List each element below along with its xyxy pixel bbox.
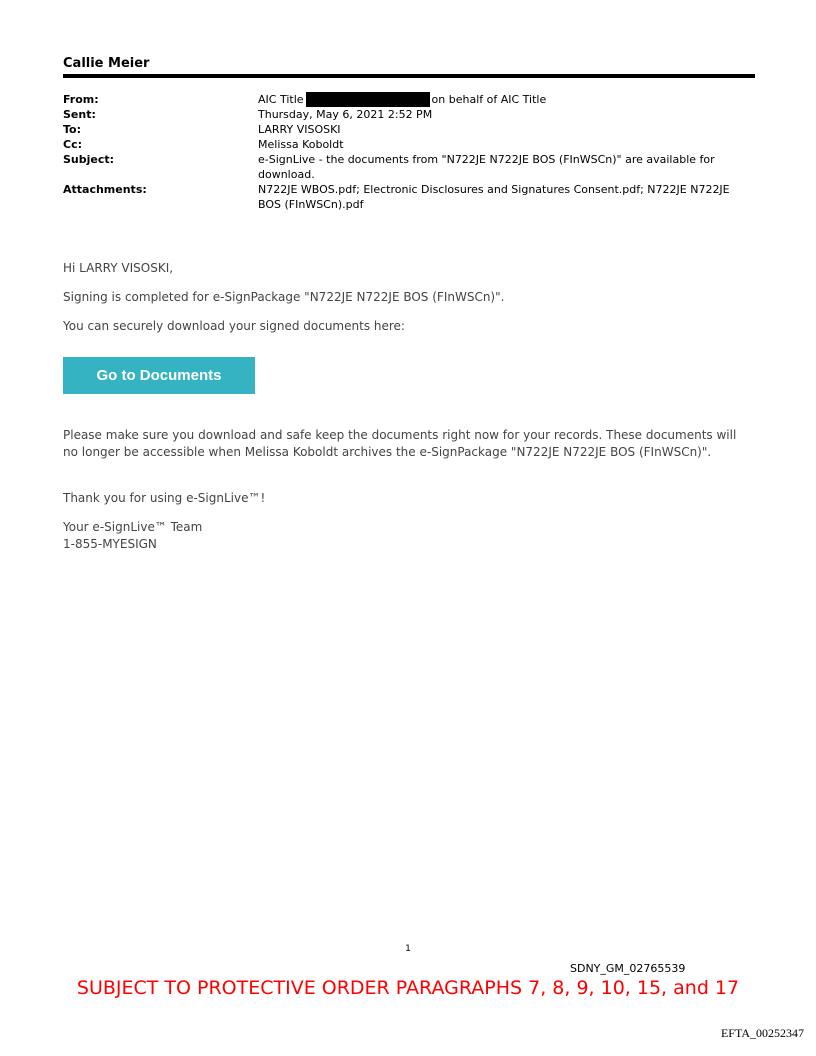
- download-instruction: You can securely download your signed documents here:: [63, 319, 405, 333]
- attachments-value[interactable]: N722JE WBOS.pdf; Electronic Disclosures and Signatures Consent.pdf; N722JE N722JE BOS (FInWSCn).pdf: [258, 183, 730, 211]
- to-value: LARRY VISOSKI: [258, 123, 341, 136]
- to-label: To:: [63, 123, 81, 136]
- sent-value: Thursday, May 6, 2021 2:52 PM: [258, 108, 433, 121]
- to-row: [63, 122, 755, 137]
- go-to-documents-button[interactable]: Go to Documents: [63, 357, 255, 394]
- efta-number: EFTA_00252347: [720, 1026, 804, 1040]
- cc-label: Cc:: [63, 138, 82, 151]
- signoff-phone: 1-855-MYESIGN: [63, 537, 157, 551]
- email-body-lower: [63, 427, 743, 553]
- from-value: [258, 92, 755, 107]
- subject-row: [63, 152, 755, 182]
- attachments-row: [63, 182, 755, 212]
- cc-value: Melissa Koboldt: [258, 138, 344, 151]
- mailbox-owner-name: Callie Meier: [63, 56, 150, 71]
- cc-row: [63, 137, 755, 152]
- page-number: 1: [405, 944, 411, 954]
- email-body: [63, 260, 743, 335]
- email-header: [63, 92, 755, 212]
- sent-label: Sent:: [63, 108, 96, 121]
- bates-number: SDNY_GM_02765539: [570, 962, 686, 975]
- attachments-label: Attachments:: [63, 183, 147, 196]
- header-divider: [63, 74, 755, 78]
- subject-value: e-SignLive - the documents from "N722JE N722JE BOS (FInWSCn)" are available for download.: [258, 153, 715, 181]
- from-row: [63, 92, 755, 107]
- from-on-behalf: on behalf of AIC Title: [431, 93, 547, 106]
- redaction-box: [306, 92, 430, 107]
- from-label: From:: [63, 93, 99, 106]
- from-sender-name: AIC Title: [258, 93, 304, 106]
- thanks-text: Thank you for using e-SignLive™!: [63, 491, 266, 505]
- subject-label: Subject:: [63, 153, 115, 166]
- greeting: Hi LARRY VISOSKI,: [63, 261, 174, 275]
- sent-row: [63, 107, 755, 122]
- protective-order-stamp: SUBJECT TO PROTECTIVE ORDER PARAGRAPHS 7, 8, 9, 10, 15, and 17: [76, 977, 740, 999]
- archive-notice: Please make sure you download and safe keep the documents right now for your records. These documents will no longer be accessible when Melissa Koboldt archives the e-SignPackage "N722JE N722JE BOS (FInWSCn)".: [63, 428, 737, 459]
- signoff-team: Your e-SignLive™ Team: [63, 520, 203, 534]
- signing-complete-text: Signing is completed for e-SignPackage "N722JE N722JE BOS (FInWSCn)".: [63, 290, 505, 304]
